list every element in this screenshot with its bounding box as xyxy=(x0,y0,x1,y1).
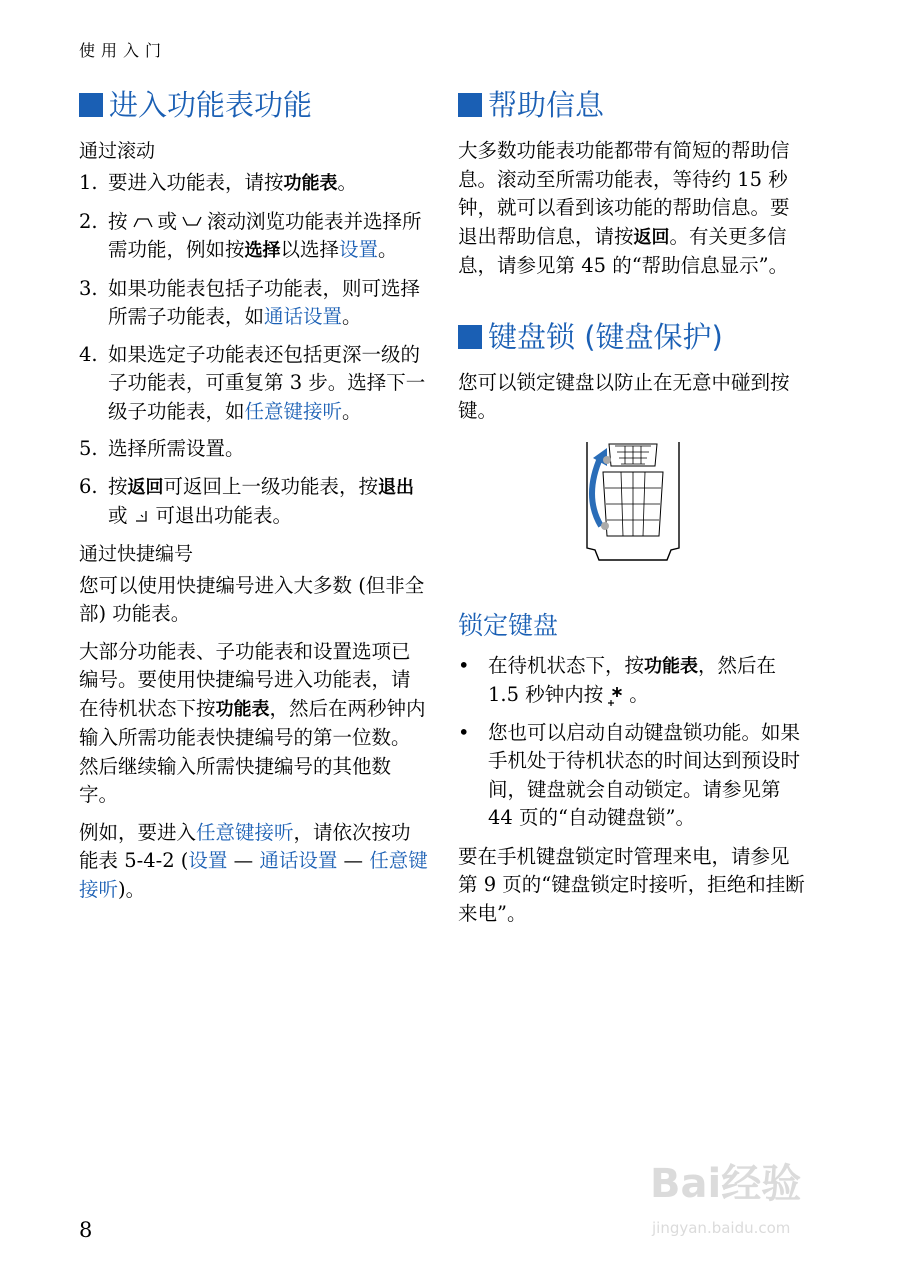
link-anykey-answer: 任意键接听 xyxy=(79,849,428,901)
right-column xyxy=(458,85,808,937)
svg-text:jingyan.baidu.com: jingyan.baidu.com xyxy=(652,1219,791,1237)
list-item: 5. 选择所需设置。 xyxy=(79,437,245,460)
link-call-settings: 通话设置 xyxy=(264,305,343,328)
link-call-settings: 通话设置 xyxy=(259,849,338,872)
section-heading-keyguard: 键盘锁 (键盘保护) xyxy=(458,317,808,357)
paragraph: 例如，要进入任意键接听，请依次按功能表 5-4-2 (设置 — 通话设置 — 任意键接听)。 xyxy=(79,820,428,901)
paragraph: 大多数功能表功能都带有简短的帮助信息。滚动至所需功能表，等待约 15 秒钟，就可以看到该功能的帮助信息。要退出帮助信息，请按返回。有关更多信息，请参见第 45 的“帮助信息显示”。 xyxy=(458,139,790,277)
end-key-icon xyxy=(132,509,152,525)
list-item: 4. 如果选定子功能表还包括更深一级的子功能表，可重复第 3 步。选择下一级子功能表，如任意键接听。 xyxy=(79,342,426,423)
link-anykey-answer: 任意键接听 xyxy=(196,820,294,844)
subheading-lock-keypad: 锁定键盘 xyxy=(458,610,559,640)
bullet-icon: • xyxy=(458,653,470,677)
link-anykey-answer: 任意键接听 xyxy=(244,399,343,423)
page-header: 使用入门 xyxy=(79,41,168,60)
subheading-scroll: 通过滚动 xyxy=(79,140,156,162)
paragraph: 要在手机键盘锁定时管理来电，请参见第 9 页的“键盘锁定时接听，拒绝和挂断来电”。 xyxy=(458,844,805,925)
list-item: 6. 按返回可返回上一级功能表，按退出或 可退出功能表。 xyxy=(79,474,415,527)
square-bullet-icon xyxy=(458,93,482,117)
link-settings: 设置 xyxy=(188,849,228,872)
paragraph: 大部分功能表、子功能表和设置选项已编号。要使用快捷编号进入功能表，请在待机状态下按功能表，然后在两秒钟内输入所需功能表快捷编号的第一位数。然后继续输入所需快捷编号的其他数字。 xyxy=(79,639,426,806)
section-heading-help: 帮助信息 xyxy=(458,85,808,125)
paragraph: 您可以使用快捷编号进入大多数 (但非全部) 功能表。 xyxy=(79,573,425,625)
page-number: 8 xyxy=(79,1218,93,1242)
left-column xyxy=(79,85,429,913)
subheading-shortcut: 通过快捷编号 xyxy=(79,542,194,565)
bullet-icon: • xyxy=(458,720,470,744)
paragraph: 您可以锁定键盘以防止在无意中碰到按键。 xyxy=(458,370,790,422)
square-bullet-icon xyxy=(79,93,103,117)
phone-keypad-illustration xyxy=(581,440,685,562)
section-heading-menu: 进入功能表功能 xyxy=(79,85,429,125)
square-bullet-icon xyxy=(458,325,482,349)
scroll-up-key-icon xyxy=(132,215,154,229)
star-key-icon xyxy=(607,685,625,707)
list-item: 1. 要进入功能表，请按功能表。 xyxy=(79,171,358,194)
svg-text:Bai经验: Bai经验 xyxy=(650,1161,802,1207)
list-item: 2. 按 或 滚动浏览功能表并选择所需功能，例如按选择以选择设置。 xyxy=(79,209,422,261)
list-item: • 您也可以启动自动键盘锁功能。如果手机处于待机状态的时间达到预设时间，键盘就会自动锁定。请参见第 44 页的“自动键盘锁”。 xyxy=(458,720,801,829)
lock-bullets-list xyxy=(458,652,808,833)
list-item: 3. 如果功能表包括子功能表，则可选择所需子功能表，如通话设置。 xyxy=(79,276,421,328)
list-item: • 在待机状态下，按功能表，然后在 1.5 秒钟内按 。 xyxy=(458,653,777,706)
scroll-down-key-icon xyxy=(181,215,203,229)
baidu-watermark-logo xyxy=(650,1145,870,1245)
link-settings: 设置 xyxy=(339,238,379,261)
scroll-steps-list xyxy=(79,169,429,531)
